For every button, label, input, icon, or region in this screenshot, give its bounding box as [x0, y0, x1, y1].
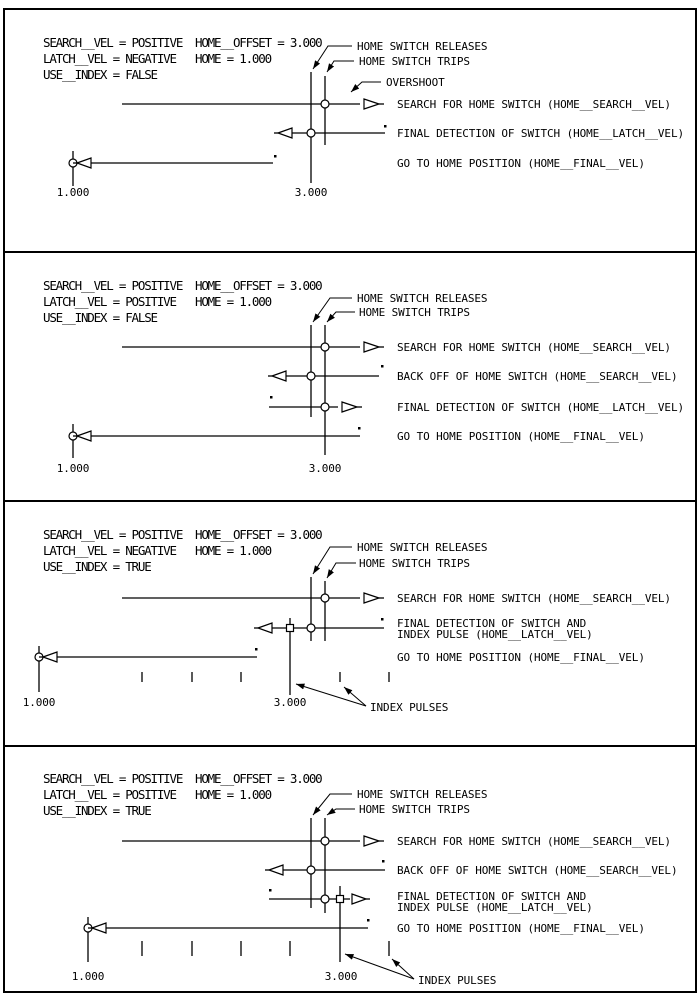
right-arrowhead	[364, 593, 379, 603]
param-latch-vel: LATCH__VEL = POSITIVE	[43, 294, 176, 309]
index-pulses-callout	[345, 954, 496, 987]
axis-home-position: 1.000	[56, 186, 90, 199]
param-home: HOME = 1.000	[195, 543, 271, 558]
release-marker	[321, 895, 329, 903]
start-dot	[270, 396, 273, 399]
start-dot	[274, 155, 277, 158]
move-back-off	[268, 365, 677, 383]
step-final-label-line2: INDEX PULSE (HOME__LATCH__VEL)	[397, 901, 593, 914]
right-arrowhead	[364, 99, 379, 109]
index-latch-marker	[287, 625, 294, 632]
move-final-detection	[274, 125, 684, 140]
callout-index-pulses: INDEX PULSES	[418, 974, 497, 987]
panel-4-search-pos-latch-pos-index	[4, 746, 696, 992]
param-use-index: USE__INDEX = FALSE	[43, 67, 157, 82]
start-dot	[269, 889, 272, 892]
step-gohome-label: GO TO HOME POSITION (HOME__FINAL__VEL)	[397, 157, 645, 170]
callout-home-switch-trips: HOME SWITCH TRIPS	[359, 55, 470, 68]
panel-1-search-pos-latch-neg-noindex	[4, 9, 696, 252]
left-arrowhead	[92, 923, 106, 933]
release-marker	[307, 866, 315, 874]
move-go-home	[84, 917, 645, 962]
trips-leader-arrow	[327, 312, 355, 322]
param-home-offset: HOME__OFFSET = 3.000	[195, 771, 322, 786]
param-home: HOME = 1.000	[195, 294, 271, 309]
callout-overshoot: OVERSHOOT	[386, 76, 445, 89]
axis-offset-position: 3.000	[273, 696, 307, 709]
index-pulses-leader-arrow	[296, 684, 366, 706]
param-search-vel: SEARCH__VEL = POSITIVE	[43, 278, 183, 293]
move-final-detection-index	[269, 889, 593, 914]
index-pulses-callout	[296, 684, 448, 714]
axis-home-position: 1.000	[56, 462, 90, 475]
move-final-detection	[269, 396, 684, 414]
step-gohome-label: GO TO HOME POSITION (HOME__FINAL__VEL)	[397, 430, 645, 443]
trip-marker	[321, 594, 329, 602]
move-go-home	[69, 424, 645, 458]
param-search-vel: SEARCH__VEL = POSITIVE	[43, 771, 183, 786]
move-search	[122, 835, 671, 848]
start-dot	[381, 618, 384, 621]
param-home: HOME = 1.000	[195, 787, 271, 802]
callout-home-switch-releases: HOME SWITCH RELEASES	[357, 40, 488, 53]
step-final-label-line1: FINAL DETECTION OF SWITCH AND	[397, 617, 587, 630]
step-backoff-label: BACK OFF OF HOME SWITCH (HOME__SEARCH__VEL)	[397, 864, 678, 877]
step-final-label: FINAL DETECTION OF SWITCH (HOME__LATCH__VEL)	[397, 401, 684, 414]
callout-index-pulses: INDEX PULSES	[370, 701, 449, 714]
callout-home-switch-releases: HOME SWITCH RELEASES	[357, 292, 488, 305]
left-arrowhead	[258, 623, 272, 633]
param-use-index: USE__INDEX = TRUE	[43, 559, 151, 574]
panel-2-search-pos-latch-pos-noindex	[4, 252, 696, 501]
step-search-label: SEARCH FOR HOME SWITCH (HOME__SEARCH__VEL)	[397, 835, 671, 848]
index-latch-marker	[337, 896, 344, 903]
axis-offset-position: 3.000	[324, 970, 358, 983]
right-arrowhead	[364, 836, 379, 846]
step-search-label: SEARCH FOR HOME SWITCH (HOME__SEARCH__VEL)	[397, 592, 671, 605]
left-arrowhead	[278, 128, 292, 138]
release-marker	[307, 129, 315, 137]
param-search-vel: SEARCH__VEL = POSITIVE	[43, 35, 183, 50]
right-arrowhead	[342, 402, 357, 412]
move-go-home	[69, 151, 645, 186]
callout-home-switch-releases: HOME SWITCH RELEASES	[357, 788, 488, 801]
param-home: HOME = 1.000	[195, 51, 271, 66]
param-home-offset: HOME__OFFSET = 3.000	[195, 278, 322, 293]
trips-leader-arrow	[327, 809, 355, 815]
step-backoff-label: BACK OFF OF HOME SWITCH (HOME__SEARCH__VEL)	[397, 370, 678, 383]
axis-offset-position: 3.000	[308, 462, 342, 475]
step-search-label: SEARCH FOR HOME SWITCH (HOME__SEARCH__VEL)	[397, 98, 671, 111]
callout-home-switch-trips: HOME SWITCH TRIPS	[359, 557, 470, 570]
move-go-home	[35, 646, 645, 692]
releases-leader-arrow	[313, 298, 352, 322]
param-home-offset: HOME__OFFSET = 3.000	[195, 35, 322, 50]
param-latch-vel: LATCH__VEL = NEGATIVE	[43, 51, 176, 66]
param-latch-vel: LATCH__VEL = NEGATIVE	[43, 543, 176, 558]
trip-marker	[321, 837, 329, 845]
trip-marker	[321, 343, 329, 351]
step-final-label-line1: FINAL DETECTION OF SWITCH AND	[397, 890, 587, 903]
move-search	[122, 341, 671, 354]
move-search	[122, 98, 671, 111]
move-final-detection-index	[254, 617, 593, 641]
start-dot	[367, 919, 370, 922]
axis-offset-position: 3.000	[294, 186, 328, 199]
start-dot	[384, 125, 387, 128]
param-use-index: USE__INDEX = TRUE	[43, 803, 151, 818]
releases-leader-arrow	[313, 547, 352, 574]
index-pulses-leader-arrow	[344, 687, 366, 706]
param-home-offset: HOME__OFFSET = 3.000	[195, 527, 322, 542]
right-arrowhead	[352, 894, 366, 904]
left-arrowhead	[43, 652, 57, 662]
callout-home-switch-trips: HOME SWITCH TRIPS	[359, 306, 470, 319]
step-final-label-line2: INDEX PULSE (HOME__LATCH__VEL)	[397, 628, 593, 641]
release-marker	[321, 403, 329, 411]
release-marker	[307, 624, 315, 632]
start-dot	[381, 365, 384, 368]
start-dot	[255, 648, 258, 651]
axis-home-position: 1.000	[22, 696, 56, 709]
trips-leader-arrow	[327, 563, 356, 578]
step-final-label: FINAL DETECTION OF SWITCH (HOME__LATCH__VEL)	[397, 127, 684, 140]
left-arrowhead	[269, 865, 283, 875]
axis-home-position: 1.000	[71, 970, 105, 983]
index-pulse-ticks	[142, 672, 389, 682]
index-pulses-leader-arrow	[392, 959, 414, 979]
start-dot	[358, 427, 361, 430]
step-search-label: SEARCH FOR HOME SWITCH (HOME__SEARCH__VEL)	[397, 341, 671, 354]
left-arrowhead	[77, 158, 91, 168]
trips-leader-arrow	[327, 61, 354, 72]
callout-home-switch-releases: HOME SWITCH RELEASES	[357, 541, 488, 554]
param-search-vel: SEARCH__VEL = POSITIVE	[43, 527, 183, 542]
start-dot	[382, 860, 385, 863]
index-pulse-ticks	[142, 941, 389, 956]
left-arrowhead	[272, 371, 286, 381]
callout-home-switch-trips: HOME SWITCH TRIPS	[359, 803, 470, 816]
left-arrowhead	[77, 431, 91, 441]
step-gohome-label: GO TO HOME POSITION (HOME__FINAL__VEL)	[397, 651, 645, 664]
panel-3-search-pos-latch-neg-index	[4, 501, 696, 746]
release-marker	[307, 372, 315, 380]
move-search	[122, 592, 671, 605]
step-gohome-label: GO TO HOME POSITION (HOME__FINAL__VEL)	[397, 922, 645, 935]
param-latch-vel: LATCH__VEL = POSITIVE	[43, 787, 176, 802]
move-back-off	[265, 860, 677, 877]
param-use-index: USE__INDEX = FALSE	[43, 310, 157, 325]
trip-marker	[321, 100, 329, 108]
overshoot-leader-arrow	[351, 82, 381, 92]
right-arrowhead	[364, 342, 379, 352]
